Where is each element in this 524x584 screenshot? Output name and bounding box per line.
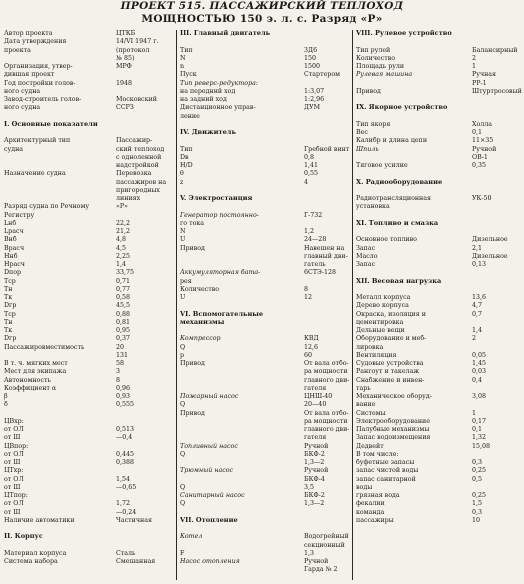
spec-label: Топливный насос	[180, 442, 238, 450]
spec-value: 1,4	[472, 327, 483, 334]
spec-value: 3,08	[472, 393, 487, 400]
section-heading: IV. Движитель	[180, 129, 236, 136]
spec-value: 11×35	[472, 137, 494, 145]
spec-label: Рангоут и такелаж	[356, 368, 420, 376]
spec-label: Трюмный насос	[180, 467, 234, 475]
spec-value: Ручной	[304, 467, 329, 475]
spec-value: 58	[116, 360, 125, 367]
spec-label: пассажиры	[356, 516, 394, 524]
spec-label: Пуск	[180, 71, 197, 79]
spec-value: Сталь	[116, 549, 136, 557]
spec-label: θ	[180, 170, 184, 178]
spec-value: 0,1	[472, 129, 483, 136]
spec-label: Металл корпуса	[356, 294, 411, 301]
spec-label: на передний ход	[180, 87, 236, 95]
spec-label: Dпор	[4, 269, 22, 277]
spec-label: Тип реверс-редуктора:	[180, 79, 258, 87]
section-heading: VII. Отопление	[180, 516, 238, 524]
spec-value: 1,54	[116, 475, 131, 483]
spec-label: Автономность	[4, 376, 51, 384]
spec-value: 22,2	[116, 219, 131, 227]
spec-label: команда	[356, 508, 385, 516]
spec-label: Калибр и длина цепи	[356, 137, 428, 145]
spec-label: Год постройки голов-	[4, 79, 76, 87]
spec-value: 1:3,07	[304, 87, 325, 95]
spec-value: 1,4	[116, 261, 127, 268]
spec-label: Основное топливо	[356, 236, 417, 244]
spec-label: Hрасч	[4, 261, 25, 268]
section-heading: I. Основные показатели	[4, 120, 98, 128]
spec-value: ЦНШ-40	[304, 393, 333, 400]
spec-label: Оборудование и меб-	[356, 335, 427, 343]
spec-value: МРФ	[116, 63, 132, 70]
spec-label: Tн	[4, 285, 13, 293]
spec-label: воды	[356, 483, 373, 491]
spec-label: Вес	[356, 129, 368, 136]
spec-label: Компрессор	[180, 335, 221, 343]
spec-value: 0,4	[472, 376, 483, 384]
spec-label: судна	[4, 145, 24, 153]
spec-value: 0,3	[472, 508, 483, 516]
spec-label: H/D	[180, 162, 193, 169]
spec-label: от ОЛ	[4, 450, 24, 458]
spec-label: ление	[180, 112, 200, 120]
spec-value: 1,3—2	[304, 500, 325, 508]
spec-value: 1:2,96	[304, 96, 325, 103]
spec-label: го тока	[180, 219, 205, 227]
spec-value: Ручной	[472, 145, 497, 153]
spec-value: 1948	[116, 79, 133, 87]
spec-label: Bнб	[4, 236, 17, 244]
spec-label: Tн	[4, 318, 13, 326]
section-heading: XI. Топливо и смазка	[356, 219, 439, 227]
spec-value: ОВ-1	[472, 153, 488, 161]
spec-value: 2,25	[116, 252, 131, 260]
spec-value: пассажиров на	[116, 178, 167, 186]
spec-label: β	[4, 393, 8, 400]
spec-value: 0,555	[116, 401, 135, 409]
spec-value: ра мощности	[304, 368, 348, 376]
spec-label: Аккумуляторная бата-	[180, 269, 261, 277]
spec-value: 0,35	[472, 162, 487, 169]
section-heading: X. Радиооборудование	[356, 178, 443, 186]
spec-label: Материал корпуса	[4, 549, 67, 557]
spec-value: 1,72	[116, 500, 131, 508]
spec-value: главного дви-	[304, 376, 350, 384]
spec-value: ДУМ	[304, 104, 321, 112]
spec-label: Система набора	[4, 558, 58, 565]
spec-value: УК-50	[472, 195, 492, 202]
spec-value: Водогрейный	[304, 533, 349, 541]
spec-value: 1,5	[472, 500, 483, 508]
spec-label: грязная вода	[356, 492, 400, 499]
spec-value: секционный	[304, 541, 345, 549]
spec-value: Московский	[116, 96, 157, 103]
spec-value: 2	[472, 54, 477, 62]
spec-value: гатель	[304, 261, 326, 268]
title-line-1: ПРОЕКТ 515. ПАССАЖИРСКИЙ ТЕПЛОХОД	[120, 0, 404, 12]
spec-value: Холла	[472, 120, 493, 128]
spec-value: —0,65	[116, 483, 137, 491]
section-heading: XII. Весовая нагрузка	[356, 277, 442, 285]
spec-label: Дедвейт	[356, 442, 384, 450]
spec-value: 0,96	[116, 384, 131, 392]
spec-value: 0,88	[116, 310, 131, 318]
spec-label: Механическое оборуд-	[356, 393, 432, 400]
spec-label: от ОЛ	[4, 500, 24, 508]
spec-label: Пассажировместимость	[4, 343, 85, 351]
spec-value: 0,3	[472, 459, 483, 466]
spec-label: Мест для экипажа	[4, 368, 67, 376]
spec-label: δ	[4, 401, 8, 409]
spec-value: 0,55	[304, 170, 319, 178]
spec-value: 10	[472, 516, 481, 524]
spec-label: Q	[180, 343, 186, 351]
spec-value: 4	[304, 178, 309, 186]
section-heading: V. Электростанция	[180, 195, 253, 202]
spec-label: Рулевая машина	[356, 71, 413, 79]
spec-label: Привод	[180, 409, 205, 417]
spec-value: 0,25	[472, 467, 487, 475]
spec-label: F	[180, 549, 185, 557]
spec-value: 0,37	[116, 335, 131, 343]
document-title	[0, 0, 524, 26]
spec-value: 1500	[304, 63, 321, 70]
spec-value: гателя	[304, 434, 327, 442]
spec-value: 4,5	[116, 244, 127, 252]
spec-label: Привод	[180, 244, 205, 252]
spec-label: буфетные запасы	[356, 459, 415, 466]
spec-value: (протокол	[116, 46, 150, 54]
spec-value: 1,32	[472, 434, 487, 442]
spec-value: 1,3	[304, 549, 315, 557]
spec-label: Завод-строитель голов-	[4, 96, 82, 103]
spec-label: тарь	[356, 384, 371, 392]
spec-value: 45,5	[116, 302, 131, 310]
spec-label: Дистанционное управ-	[180, 104, 256, 112]
spec-label: Регистру	[4, 211, 35, 219]
spec-label: Снабжение и инвен-	[356, 376, 425, 384]
spec-value: 0,17	[472, 417, 487, 425]
spec-label: Привод	[180, 360, 205, 367]
spec-value: № 85)	[116, 54, 135, 62]
spec-value: 2,1	[472, 244, 483, 252]
spec-value: 14/VI 1947 г.	[116, 38, 159, 46]
spec-value: 0,1	[472, 426, 483, 433]
spec-label: Lрасч	[4, 228, 24, 235]
spec-value: 0,7	[472, 310, 483, 318]
spec-value: БКФ-2	[304, 450, 325, 458]
spec-label: на задний ход	[180, 96, 227, 103]
spec-label: Запас	[356, 244, 376, 252]
spec-value: БКФ-4	[304, 475, 325, 483]
section-heading: III. Главный двигатель	[180, 30, 271, 37]
column-3	[356, 30, 522, 584]
spec-value: 0,5	[472, 475, 483, 483]
spec-label: проекта	[4, 46, 31, 54]
spec-value: Балансирный	[472, 46, 518, 54]
spec-value: главный дви-	[304, 252, 348, 260]
spec-value: 0,25	[472, 492, 487, 499]
spec-value: 0,93	[116, 393, 131, 400]
spec-value: 8	[304, 285, 309, 293]
spec-label: Q	[180, 483, 186, 491]
spec-value: 0,81	[116, 318, 131, 326]
spec-label: Дата утверждения	[4, 38, 67, 46]
spec-label: Организация, утвер-	[4, 63, 73, 70]
spec-label: Радиотрансляционная	[356, 195, 431, 202]
spec-label: от Ш	[4, 508, 21, 516]
spec-label: Наличие автоматики	[4, 516, 75, 524]
spec-value: РР-1	[472, 79, 487, 87]
spec-label: Количество	[356, 54, 396, 62]
spec-value: 20—40	[304, 401, 327, 409]
spec-label: дившая проект	[4, 71, 55, 79]
spec-value: Ручной	[304, 442, 329, 450]
spec-value: ра мощности	[304, 417, 348, 425]
spec-label: Палубные механизмы	[356, 426, 430, 433]
spec-value: ЦТКБ	[116, 30, 136, 37]
spec-label: Насос отопления	[180, 558, 240, 565]
spec-label: Назначение судна	[4, 170, 66, 178]
section-heading: II. Корпус	[4, 533, 43, 541]
spec-value: линиях	[116, 195, 141, 202]
spec-label: Tк	[4, 327, 13, 334]
spec-label: Судовые устройства	[356, 360, 424, 367]
spec-value: Навешен на	[304, 244, 345, 252]
spec-value: 12	[304, 294, 313, 301]
spec-label: U	[180, 236, 186, 244]
column-2	[180, 30, 350, 584]
spec-value: Дизельное	[472, 236, 508, 244]
spec-value: —0,4	[116, 434, 133, 442]
spec-value: главного дви-	[304, 426, 350, 433]
spec-label: Dгр	[4, 302, 17, 310]
spec-label: p	[180, 351, 185, 359]
section-heading: IX. Якорное устройство	[356, 104, 448, 112]
spec-value: 0,8	[304, 153, 315, 161]
spec-label: ного судна	[4, 104, 41, 112]
spec-label: Dв	[180, 153, 189, 161]
column-divider	[352, 30, 353, 580]
spec-value: 6СТЭ-128	[304, 269, 336, 277]
spec-label: Bрасч	[4, 244, 25, 252]
spec-label: от Ш	[4, 483, 21, 491]
spec-label: Количество	[180, 285, 220, 293]
spec-label: цементировка	[356, 318, 404, 326]
spec-value: —0,24	[116, 508, 137, 516]
spec-value: 1,2	[304, 228, 315, 235]
spec-value: 150	[304, 54, 317, 62]
spec-label: Запас водоизмещения	[356, 434, 431, 442]
spec-value: 0,95	[116, 327, 131, 334]
spec-value: 15,08	[472, 442, 491, 450]
spec-value: 60	[304, 351, 313, 359]
spec-label: Архитектурный тип	[4, 137, 71, 145]
spec-value: Штуртросовый	[472, 87, 522, 95]
spec-label: Q	[180, 401, 186, 409]
spec-label: Окраска, изоляция и	[356, 310, 426, 318]
spec-value: 4,8	[116, 236, 127, 244]
spec-label: Tср	[4, 310, 16, 318]
spec-value: 0,58	[116, 294, 131, 301]
spec-label: Hнб	[4, 252, 18, 260]
spec-label: лировка	[356, 343, 384, 351]
spec-value: 0,513	[116, 426, 135, 433]
spec-value: БКФ-2	[304, 492, 325, 499]
spec-value: надстройкой	[116, 162, 159, 169]
spec-value: 3	[116, 368, 121, 376]
spec-label: ЦВхр:	[4, 417, 24, 425]
spec-label: запас санитарной	[356, 475, 416, 483]
spec-value: 0,05	[472, 351, 487, 359]
spec-label: Коэффициент α	[4, 384, 57, 392]
spec-label: от ОЛ	[4, 475, 24, 483]
spec-value: Дизельное	[472, 252, 508, 260]
spec-label: N	[180, 228, 186, 235]
spec-label: Электрооборудование	[356, 417, 430, 425]
section-heading: механизмы	[180, 318, 225, 326]
spec-label: Котел	[180, 533, 203, 541]
spec-value: 0,71	[116, 277, 131, 285]
spec-value: 24—28	[304, 236, 327, 244]
spec-label: Запас	[356, 261, 376, 268]
spec-label: Генератор постоянно-	[180, 211, 259, 219]
spec-value: 131	[116, 351, 129, 359]
spec-value: 2	[472, 335, 477, 343]
spec-value: Ручная	[472, 71, 497, 79]
spec-label: Тип рулей	[356, 46, 391, 54]
spec-value: Гребной винт	[304, 145, 350, 153]
spec-value: гателя	[304, 384, 327, 392]
spec-value: Ручной	[304, 558, 329, 565]
spec-value: 20	[116, 343, 125, 351]
spec-value: «Р»	[116, 203, 128, 211]
spec-value: Пассажир-	[116, 137, 153, 145]
title-line-2: МОЩНОСТЬЮ 150 э. л. с. Разряд «Р»	[141, 13, 383, 25]
spec-label: Вентиляция	[356, 351, 397, 359]
spec-value: ССРЗ	[116, 104, 134, 112]
spec-label: Lнб	[4, 219, 17, 227]
spec-label: n	[180, 63, 185, 70]
spec-label: N	[180, 54, 186, 62]
column-1	[4, 30, 174, 584]
spec-value: 0,13	[472, 261, 487, 268]
spec-label: Q	[180, 450, 186, 458]
spec-label: вание	[356, 401, 376, 409]
spec-value: Частичная	[116, 516, 152, 524]
column-divider	[176, 30, 177, 580]
spec-value: 0,03	[472, 368, 487, 376]
spec-value: Г-732	[304, 211, 323, 219]
spec-value: 1	[472, 409, 477, 417]
spec-value: 1	[472, 63, 477, 70]
spec-label: Tк	[4, 294, 13, 301]
spec-label: Q	[180, 500, 186, 508]
spec-value: с одноленной	[116, 153, 162, 161]
spec-label: В т. ч. мягких мест	[4, 360, 68, 367]
spec-label: рея	[180, 277, 192, 285]
spec-value: Гарда № 2	[304, 566, 338, 574]
spec-label: Пожарный насос	[180, 393, 239, 400]
spec-label: Разряд судна по Речному	[4, 203, 90, 211]
spec-label: Тяговое усилие	[356, 162, 408, 169]
spec-label: Тип якоря	[356, 120, 391, 128]
spec-value: 21,2	[116, 228, 131, 235]
spec-label: запас чистой воды	[356, 467, 419, 475]
spec-label: Тип	[180, 46, 193, 54]
spec-value: 1,3—2	[304, 459, 325, 466]
spec-value: 8	[116, 376, 121, 384]
spec-label: ЦВпор:	[4, 442, 29, 450]
spec-value: От вала отбо-	[304, 409, 349, 417]
spec-label: U	[180, 294, 186, 301]
spec-value: 13,6	[472, 294, 487, 301]
spec-label: от ОЛ	[4, 426, 24, 433]
spec-label: Масло	[356, 252, 378, 260]
spec-value: 4,7	[472, 302, 483, 310]
spec-label: Привод	[356, 87, 381, 95]
spec-label: ЦТпор:	[4, 492, 28, 499]
spec-value: ский теплоход	[116, 145, 165, 153]
spec-value: 0,445	[116, 450, 135, 458]
spec-label: Дельные вещи	[356, 327, 405, 334]
spec-value: 12,6	[304, 343, 319, 351]
spec-value: КВД	[304, 335, 319, 343]
spec-label: ного судна	[4, 87, 41, 95]
spec-value: 33,75	[116, 269, 135, 277]
spec-value: Смешанная	[116, 558, 156, 565]
spec-label: Системы	[356, 409, 386, 417]
spec-value: От вала отбо-	[304, 360, 349, 367]
spec-value: Перевозка	[116, 170, 152, 178]
spec-value: 0,77	[116, 285, 131, 293]
spec-value: пригородных	[116, 186, 160, 194]
spec-label: Дерево корпуса	[356, 302, 409, 310]
spec-label: Tср	[4, 277, 16, 285]
spec-label: ЦТхр:	[4, 467, 24, 475]
spec-label: фекалии	[356, 500, 385, 508]
spec-value: 0,388	[116, 459, 135, 466]
spec-label: В том числе:	[356, 450, 399, 458]
spec-label: от Ш	[4, 434, 21, 442]
spec-label: Площадь рули	[356, 63, 405, 70]
spec-value: 1,41	[304, 162, 319, 169]
spec-value: 3,5	[304, 483, 315, 491]
spec-label: z	[180, 178, 184, 186]
spec-label: Dгр	[4, 335, 17, 343]
spec-value: 1,45	[472, 360, 487, 367]
spec-label: установка	[356, 203, 390, 211]
spec-label: Автор проекта	[4, 30, 53, 37]
spec-label: Тип	[180, 145, 193, 153]
spec-label: Шпиль	[356, 145, 379, 153]
spec-value: Стартером	[304, 71, 341, 79]
spec-label: Санитарный насос	[180, 492, 245, 499]
section-heading: VI. Вспомогательные	[180, 310, 264, 318]
spec-value: 3Д6	[304, 46, 318, 54]
spec-label: от Ш	[4, 459, 21, 466]
section-heading: VIII. Рулевое устройство	[356, 30, 452, 37]
